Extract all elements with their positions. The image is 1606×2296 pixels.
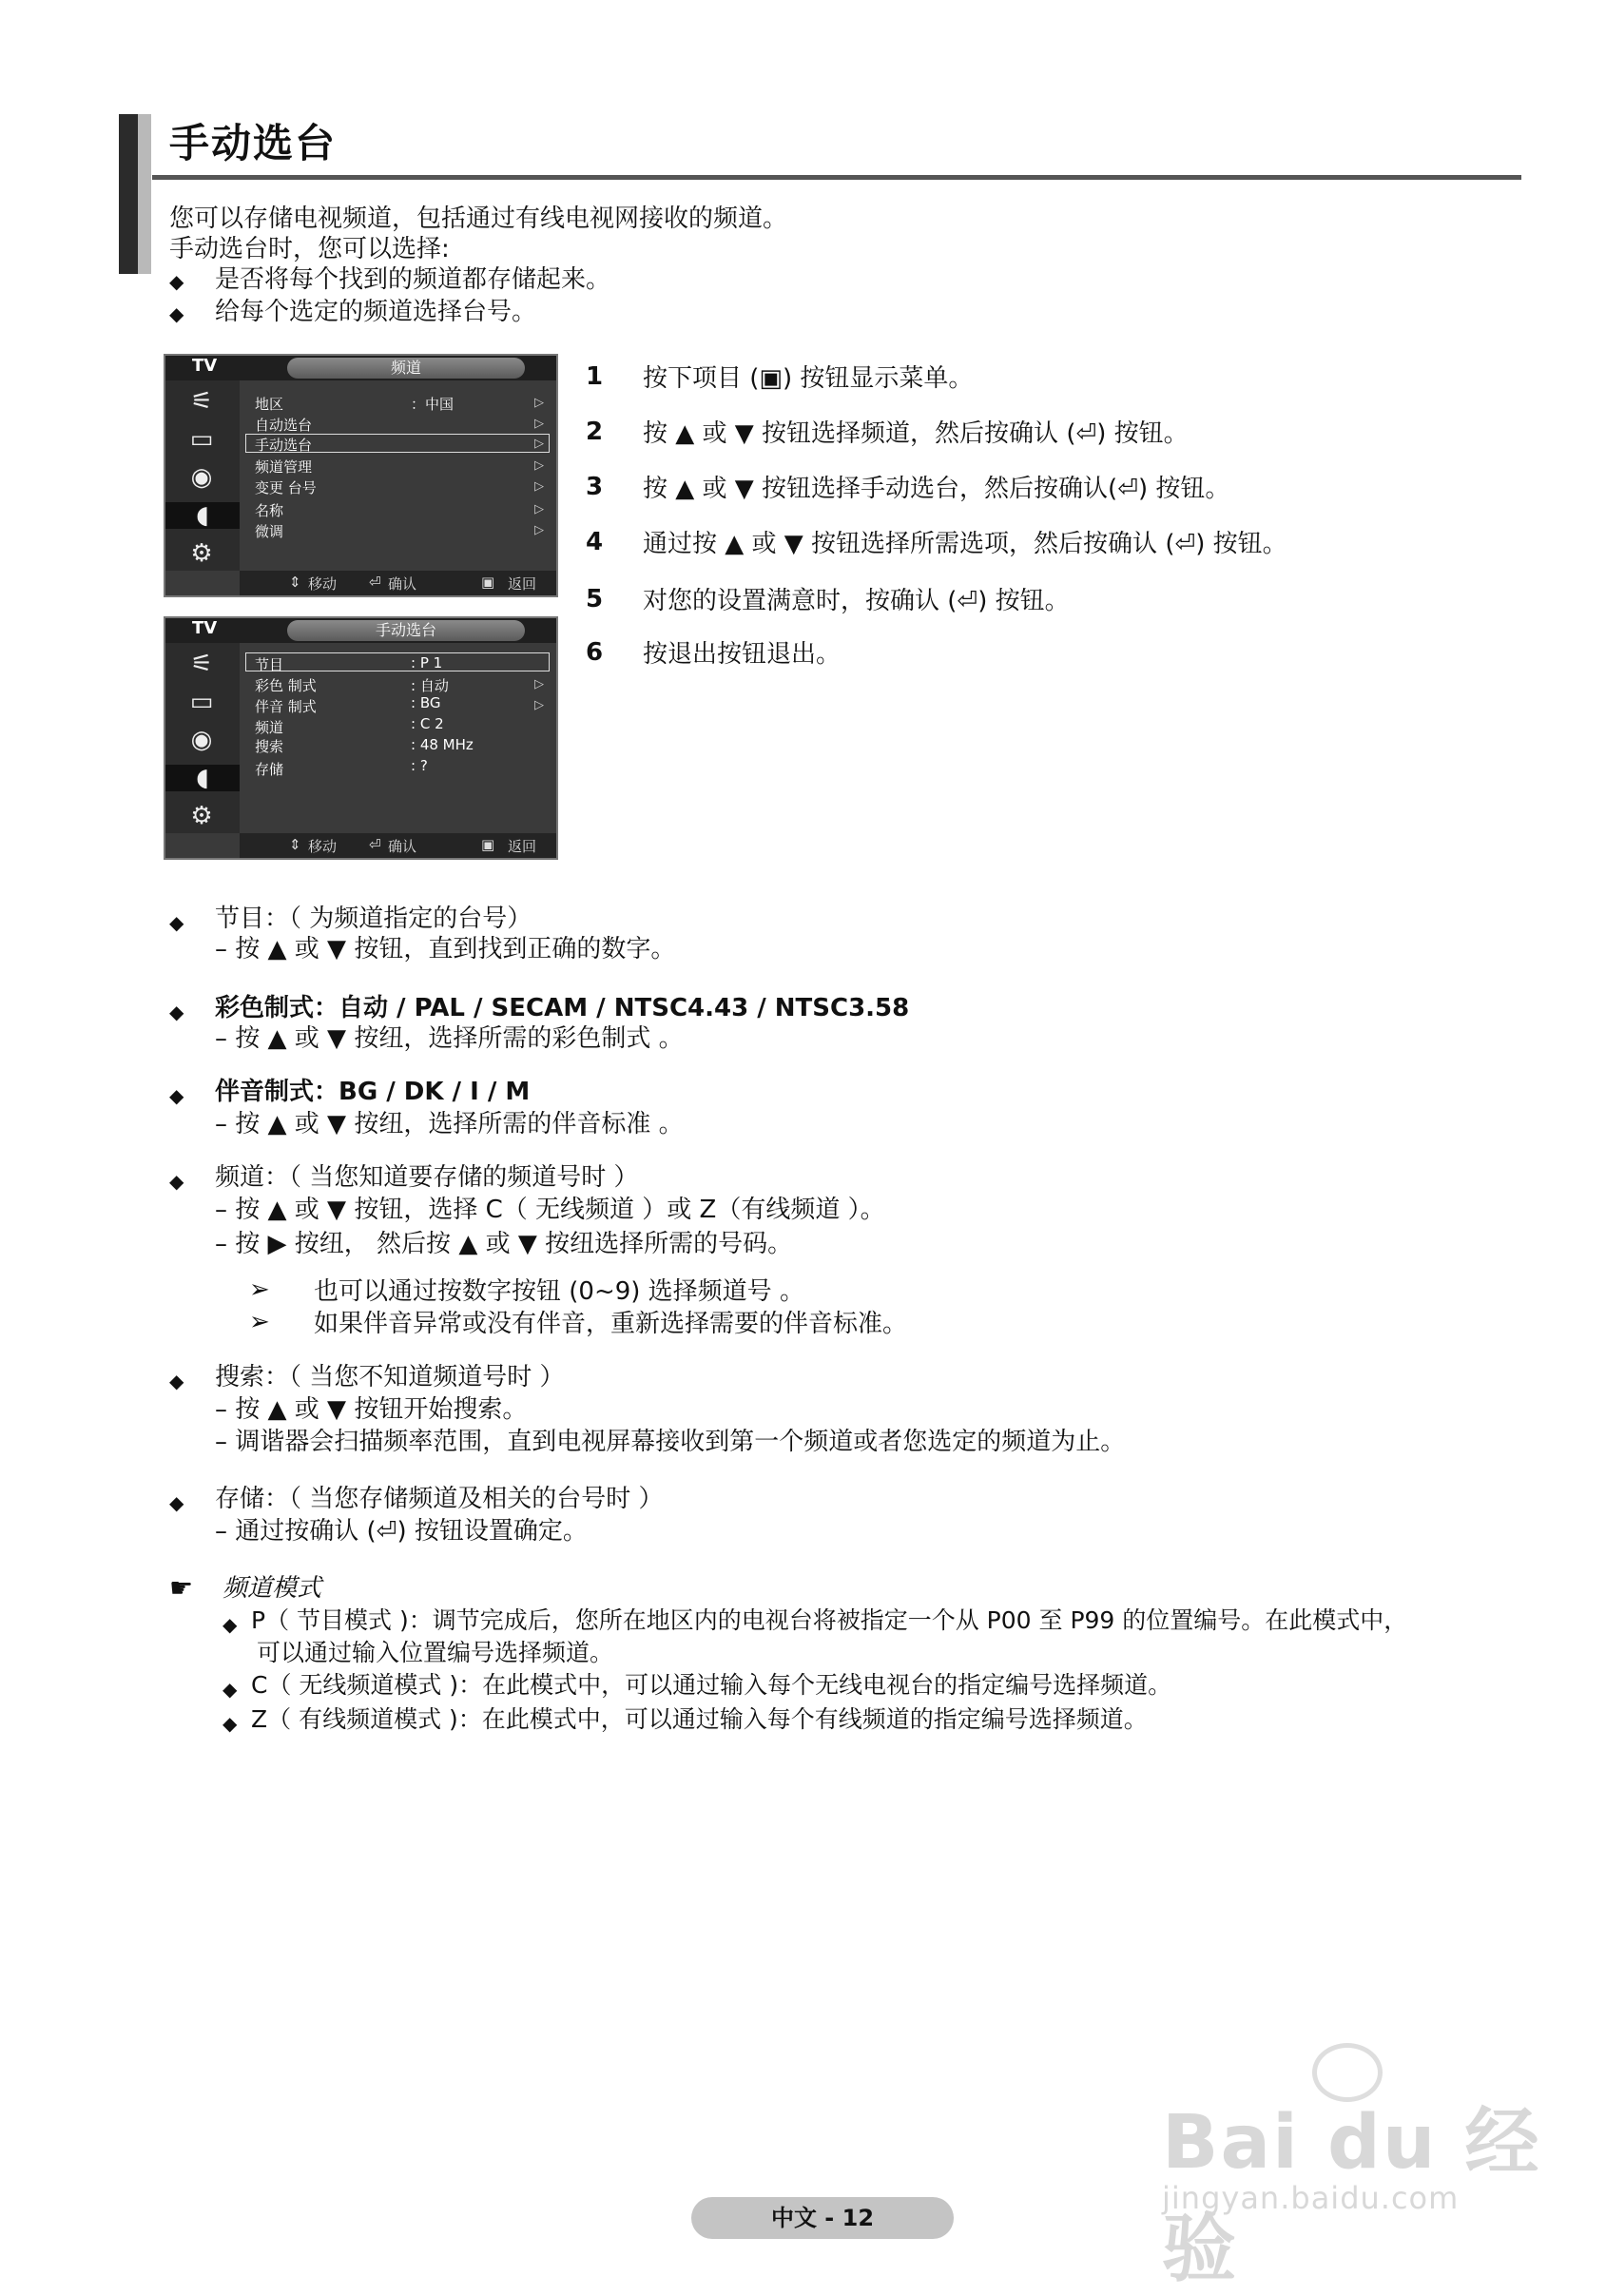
menu-selection-highlight (245, 652, 550, 671)
diamond-icon: ◆ (169, 1001, 184, 1023)
tv-label: TV (192, 618, 218, 638)
section-color-head: 彩色制式：自动 / PAL / SECAM / NTSC4.43 / NTSC3.58 (215, 994, 910, 1022)
intro-bullet-1: 是否将每个找到的频道都存储起来。 (215, 265, 611, 294)
diamond-icon: ◆ (223, 1613, 238, 1636)
return-icon: ▣ (481, 836, 495, 853)
menu-item-search[interactable]: 搜索 (255, 738, 284, 755)
antenna-icon[interactable]: ⚟ (190, 387, 213, 416)
section-color-line: – 按 ▲ 或 ▼ 按纽，选择所需的彩色制式 。 (215, 1024, 684, 1053)
section-store-line: – 通过按确认 (⏎) 按钮设置确定。 (215, 1517, 588, 1546)
diamond-icon: ◆ (169, 1170, 184, 1193)
menu-item-name[interactable]: 名称 (255, 502, 284, 519)
antenna-icon[interactable]: ⚟ (190, 650, 213, 678)
menu-title: 手动选台 (287, 620, 525, 641)
arrow-right-icon: ▷ (534, 437, 544, 451)
channel-mode-z-line: Z（ 有线频道模式 )：在此模式中，可以通过输入每个有线频道的指定编号选择频道。 (251, 1705, 1148, 1733)
step-text: 通过按 ▲ 或 ▼ 按钮选择所需选项，然后按确认 (⏎) 按钮。 (643, 530, 1287, 558)
menu-item-fine-tune[interactable]: 微调 (255, 523, 284, 540)
section-search-head: 搜索：（ 当您不知道频道号时 ） (215, 1363, 565, 1391)
channel-icon[interactable]: ◖ (165, 765, 240, 791)
section-program-line: – 按 ▲ 或 ▼ 按钮，直到找到正确的数字。 (215, 935, 676, 963)
section-sound-line: – 按 ▲ 或 ▼ 按纽，选择所需的伴音标准 。 (215, 1110, 684, 1138)
channel-mode-p-line2: 可以通过输入位置编号选择频道。 (257, 1639, 614, 1666)
diamond-icon: ◆ (169, 1491, 184, 1514)
note-arrow-icon: ➢ (249, 1308, 270, 1336)
enter-icon: ⏎ (369, 836, 381, 853)
footer-enter: 确认 (388, 838, 417, 855)
step-text: 按退出按钮退出。 (643, 640, 842, 669)
step-number: 1 (586, 362, 604, 391)
watermark-brand: Bai du 经验 (1162, 2100, 1541, 2292)
section-channel-note: 如果伴音异常或没有伴音，重新选择需要的伴音标准。 (314, 1310, 908, 1338)
picture-icon[interactable]: ▭ (189, 688, 214, 716)
menu-item-channel[interactable]: 频道 (255, 719, 284, 736)
diamond-icon: ◆ (169, 1084, 184, 1107)
step-text: 按 ▲ 或 ▼ 按钮选择手动选台，然后按确认(⏎) 按钮。 (643, 475, 1230, 503)
diamond-icon: ◆ (169, 911, 184, 934)
arrow-right-icon: ▷ (534, 677, 544, 691)
step-number: 5 (586, 585, 604, 613)
arrow-right-icon: ▷ (534, 458, 544, 473)
menu-value-store: : ? (411, 757, 428, 774)
menu-sidebar (165, 380, 240, 571)
tv-label: TV (192, 356, 218, 376)
step-number: 6 (586, 638, 604, 667)
section-program-head: 节目：（ 为频道指定的台号） (215, 905, 532, 933)
enter-icon: ⏎ (369, 574, 381, 591)
section-store-head: 存储：（ 当您存储频道及相关的台号时 ） (215, 1485, 664, 1513)
menu-item-manual-store[interactable]: 手动选台 (255, 437, 313, 454)
channel-mode-p-line1: P（ 节目模式 )：调节完成后，您所在地区内的电视台将被指定一个从 P00 至 P99 的位置编号。在此模式中， (251, 1606, 1408, 1634)
picture-icon[interactable]: ▭ (189, 425, 214, 454)
menu-item-auto-store[interactable]: 自动选台 (255, 417, 313, 434)
menu-item-channel-manager[interactable]: 频道管理 (255, 458, 313, 476)
section-channel-head: 频道：（ 当您知道要存储的频道号时 ） (215, 1163, 639, 1192)
arrow-right-icon: ▷ (534, 479, 544, 494)
updown-icon: ⇕ (289, 574, 301, 591)
menu-topbar (165, 356, 556, 380)
menu-topbar (165, 618, 556, 643)
header-rule (152, 175, 1521, 180)
menu-item-sort[interactable]: 变更 台号 (255, 479, 317, 496)
step-text: 按 ▲ 或 ▼ 按钮选择频道，然后按确认 (⏎) 按钮。 (643, 419, 1189, 448)
menu-item-region[interactable]: 地区 (255, 396, 284, 413)
diamond-icon: ◆ (169, 1370, 184, 1392)
menu-sidebar (165, 643, 240, 833)
intro-line-1: 您可以存储电视频道，包括通过有线电视网接收的频道。 (169, 204, 788, 233)
sound-icon[interactable]: ◉ (190, 726, 213, 754)
arrow-right-icon: ▷ (534, 523, 544, 537)
arrow-right-icon: ▷ (534, 698, 544, 712)
footer-return: 返回 (508, 838, 537, 855)
menu-item-color-system[interactable]: 彩色 制式 (255, 677, 317, 694)
diamond-icon: ◆ (223, 1712, 238, 1735)
menu-item-sound-system[interactable]: 伴音 制式 (255, 698, 317, 715)
sound-icon[interactable]: ◉ (190, 463, 213, 492)
step-text: 对您的设置满意时，按确认 (⏎) 按钮。 (643, 587, 1070, 615)
header-bar-dark (119, 114, 138, 274)
menu-value-program: : P 1 (411, 654, 443, 671)
section-channel-note: 也可以通过按数字按钮 (0~9) 选择频道号 。 (314, 1277, 804, 1306)
pointing-hand-icon: ☛ (169, 1572, 194, 1604)
menu-footer (240, 833, 556, 858)
tv-menu-manual-store (164, 616, 558, 860)
note-arrow-icon: ➢ (249, 1275, 270, 1304)
menu-footer (240, 571, 556, 595)
menu-value-region: ：中国 (411, 396, 455, 413)
diamond-icon: ◆ (169, 302, 184, 325)
channel-mode-title: 频道模式 (223, 1574, 322, 1603)
channel-mode-c-line: C（ 无线频道模式 )：在此模式中，可以通过输入每个无线电视台的指定编号选择频道。 (251, 1671, 1172, 1699)
arrow-right-icon: ▷ (534, 502, 544, 516)
step-number: 3 (586, 473, 604, 501)
arrow-right-icon: ▷ (534, 396, 544, 410)
setup-gear-icon[interactable]: ⚙ (190, 539, 213, 568)
menu-value-color-system: : 自动 (411, 677, 449, 694)
section-search-line: – 按 ▲ 或 ▼ 按钮开始搜索。 (215, 1395, 528, 1424)
return-icon: ▣ (481, 574, 495, 591)
menu-value-channel: : C 2 (411, 715, 444, 732)
page-number: 中文 - 12 (691, 2197, 954, 2239)
menu-title: 频道 (287, 358, 525, 379)
setup-gear-icon[interactable]: ⚙ (190, 802, 213, 830)
footer-move: 移动 (308, 838, 338, 855)
footer-move: 移动 (308, 575, 338, 593)
section-search-line: – 调谐器会扫描频率范围，直到电视屏幕接收到第一个频道或者您选定的频道为止。 (215, 1428, 1126, 1456)
section-channel-line: – 按 ▶ 按纽， 然后按 ▲ 或 ▼ 按纽选择所需的号码。 (215, 1230, 793, 1258)
watermark-url: jingyan.baidu.com (1162, 2180, 1460, 2216)
channel-icon[interactable]: ◖ (165, 502, 240, 529)
section-sound-head: 伴音制式：BG / DK / I / M (215, 1078, 531, 1106)
page-title: 手动选台 (169, 120, 338, 166)
step-text: 按下项目 (▣) 按钮显示菜单。 (643, 364, 974, 393)
footer-return: 返回 (508, 575, 537, 593)
footer-enter: 确认 (388, 575, 417, 593)
tv-menu-channel (164, 354, 558, 597)
menu-value-search: : 48 MHz (411, 736, 474, 753)
updown-icon: ⇕ (289, 836, 301, 853)
menu-item-program[interactable]: 节目 (255, 656, 284, 673)
diamond-icon: ◆ (169, 270, 184, 293)
intro-line-2: 手动选台时，您可以选择: (169, 235, 450, 263)
step-number: 2 (586, 418, 604, 446)
header-bar-light (138, 114, 151, 274)
step-number: 4 (586, 528, 604, 556)
arrow-right-icon: ▷ (534, 417, 544, 431)
intro-bullet-2: 给每个选定的频道选择台号。 (215, 298, 537, 326)
menu-value-sound-system: : BG (411, 694, 441, 711)
section-channel-line: – 按 ▲ 或 ▼ 按钮，选择 C（ 无线频道 ）或 Z（有线频道 ）。 (215, 1196, 885, 1224)
diamond-icon: ◆ (223, 1678, 238, 1701)
menu-item-store[interactable]: 存储 (255, 761, 284, 778)
